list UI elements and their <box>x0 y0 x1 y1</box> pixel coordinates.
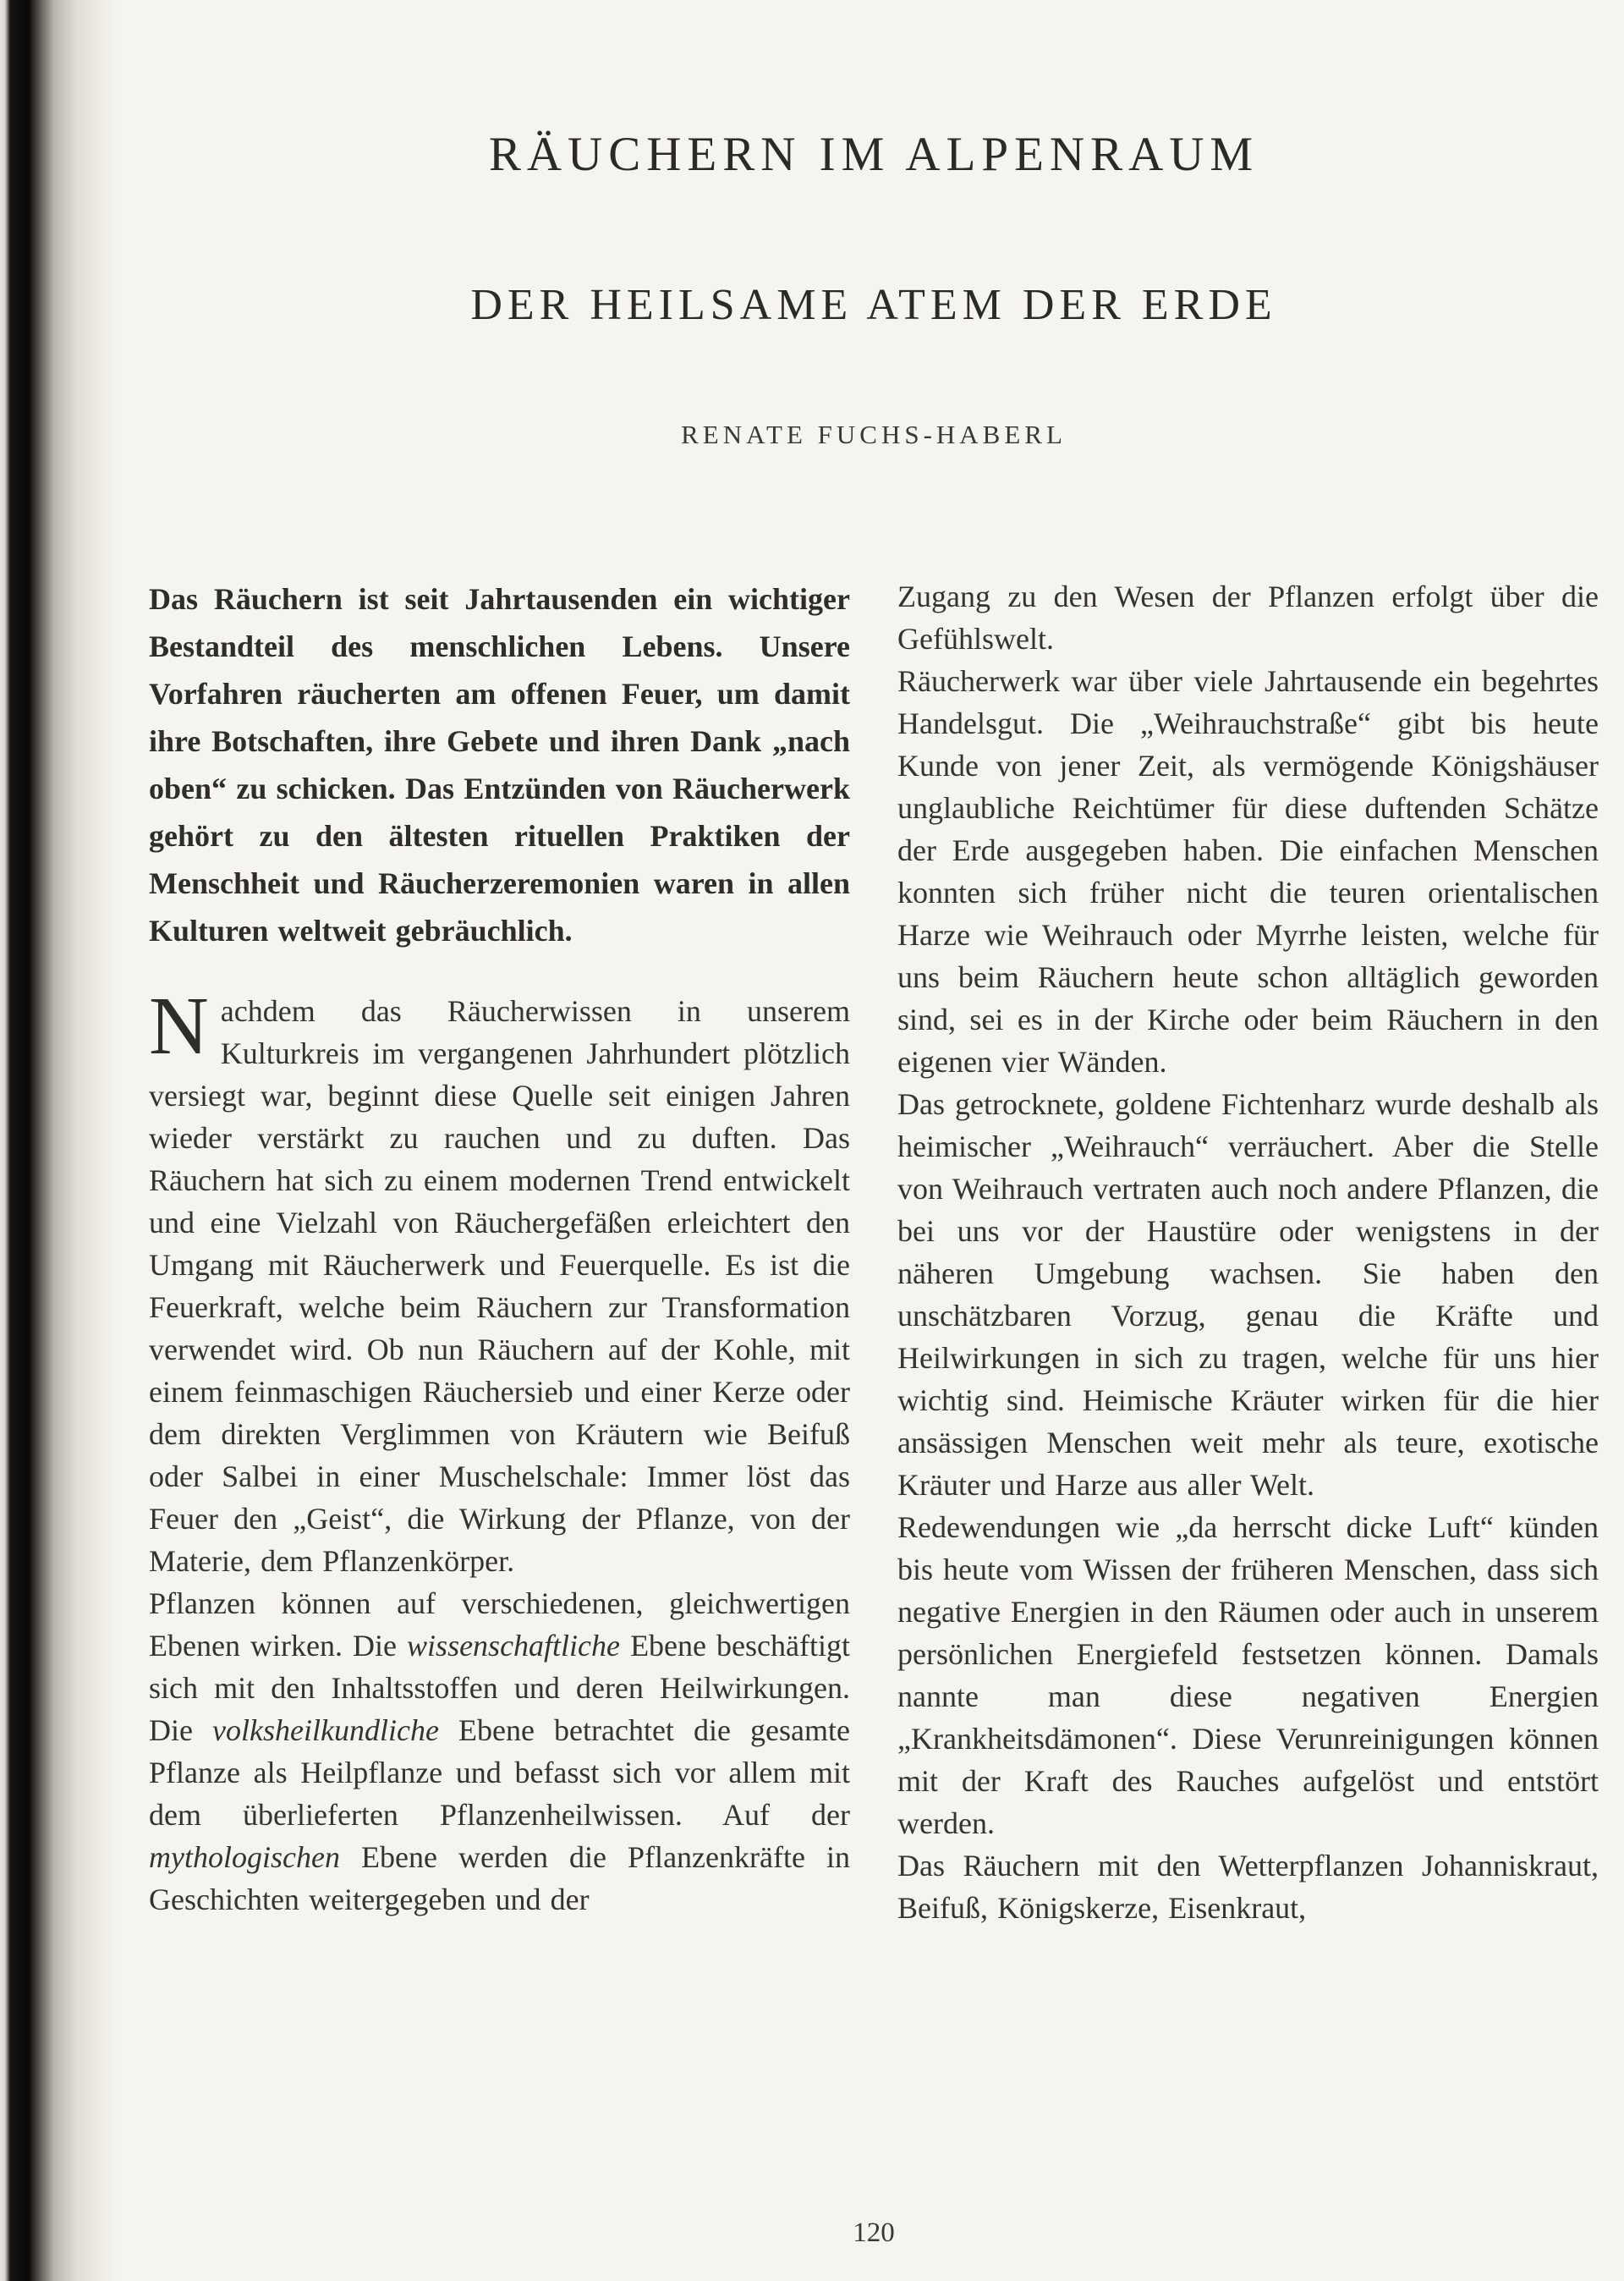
text-run: Ebene beschäftigt sich mit den Inhaltsstoffen und deren Heilwirkungen. Die <box>149 1629 850 1747</box>
text-run: Das getrocknete, goldene Fichtenharz wurde deshalb als heimischer „Weihrauch“ verräuchert. Aber die Stelle von Weihrauch vertraten auch noch andere Pflanzen, die bei uns vor der Haustüre oder wenigstens in der näheren Umgebung wachsen. Sie haben den unschätzbaren Vorzug, genau die Kräfte und Heilwirkungen in sich zu tragen, welche für uns hier wichtig sind. Heimische Kräuter wirken für die hier ansässigen Menschen weit mehr als teure, exotische Kräuter und Harze aus aller Welt. <box>897 1087 1599 1502</box>
book-binding-shadow <box>0 0 118 2281</box>
lead-paragraph <box>149 575 850 954</box>
body-paragraph <box>149 981 850 1582</box>
italic-text: wissenschaftliche <box>407 1629 621 1663</box>
page-title: RÄUCHERN IM ALPENRAUM <box>488 128 1259 181</box>
text-columns <box>149 575 1599 2200</box>
text-run: Ebene betrachtet die gesamte Pflanze als Heilpflanze und befasst sich vor allem mit dem überlieferten Pflanzenheilwissen. Auf der <box>149 1713 850 1832</box>
drop-cap: N <box>149 981 209 1072</box>
text-run: Das Räuchern ist seit Jahrtausenden ein wichtiger Bestandteil des menschlichen Lebens. Unsere Vorfahren räucherten am offenen Feuer, um damit ihre Botschaften, ihre Gebete und ihren Dank „nach oben“ zu schicken. Das Entzünden von Räucherwerk gehört zu den ältesten rituellen Praktiken der Menschheit und Räucherzeremonien waren in allen Kulturen weltweit gebräuchlich. <box>149 582 850 948</box>
body-paragraph <box>897 1083 1599 1506</box>
body-paragraph <box>897 1506 1599 1844</box>
page-number: 120 <box>853 2218 895 2248</box>
text-run: Zugang zu den Wesen der Pflanzen erfolgt über die Gefühlswelt. <box>897 580 1599 656</box>
text-run: Pflanzen können auf verschiedenen, gleichwertigen Ebenen wirken. Die <box>149 1586 850 1663</box>
text-run: achdem das Räucherwissen in unserem Kulturkreis im vergangenen Jahrhundert plötzlich versiegt war, beginnt diese Quelle seit einigen Jahren wieder verstärkt zu rauchen und zu duften. Das Räuchern hat sich zu einem modernen Trend entwickelt und eine Vielzahl von Räuchergefäßen erleichtert den Umgang mit Räucherwerk und Feuerquelle. Es ist die Feuerkraft, welche beim Räuchern zur Transformation verwendet wird. Ob nun Räuchern auf der Kohle, mit einem feinmaschigen Räuchersieb und einer Kerze oder dem direkten Verglimmen von Kräutern wie Beifuß oder Salbei in einer Muschelschale: Immer löst das Feuer den „Geist“, die Wirkung der Pflanze, von der Materie, dem Pflanzenkörper. <box>149 994 850 1578</box>
body-paragraph <box>149 1582 850 1921</box>
left-column <box>149 575 850 2200</box>
text-run: Ebene werden die Pflanzenkräfte in Geschichten weitergegeben und der <box>149 1840 850 1916</box>
text-run: Das Räuchern mit den Wetterpflanzen Johanniskraut, Beifuß, Königskerze, Eisenkraut, <box>897 1849 1599 1925</box>
body-paragraph <box>897 575 1599 660</box>
text-run: Räucherwerk war über viele Jahrtausende ein begehrtes Handelsgut. Die „Weihrauchstraße“ gibt bis heute Kunde von jener Zeit, als vermögende Königshäuser unglaubliche Reichtümer für diese duftenden Schätze der Erde ausgegeben haben. Die einfachen Menschen konnten sich früher nicht die teuren orientalischen Harze wie Weihrauch oder Myrrhe leisten, welche für uns beim Räuchern heute schon alltäglich geworden sind, sei es in der Kirche oder beim Räuchern in den eigenen vier Wänden. <box>897 664 1599 1079</box>
italic-text: volksheilkundliche <box>212 1713 439 1747</box>
body-paragraph <box>897 1844 1599 1929</box>
right-column <box>897 575 1599 2200</box>
page-subtitle: DER HEILSAME ATEM DER ERDE <box>470 281 1277 329</box>
italic-text: mythologischen <box>149 1840 340 1874</box>
author-name: RENATE FUCHS-HABERL <box>681 420 1067 449</box>
book-page <box>149 0 1599 2200</box>
body-paragraph <box>897 660 1599 1083</box>
text-run: Redewendungen wie „da herrscht dicke Luft“ künden bis heute vom Wissen der früheren Menschen, dass sich negative Energien in den Räumen oder auch in unserem persönlichen Energiefeld festsetzen können. Damals nannte man diese negativen Energien „Krankheitsdämonen“. Diese Verunreinigungen können mit der Kraft des Rauches aufgelöst und entstört werden. <box>897 1510 1599 1840</box>
